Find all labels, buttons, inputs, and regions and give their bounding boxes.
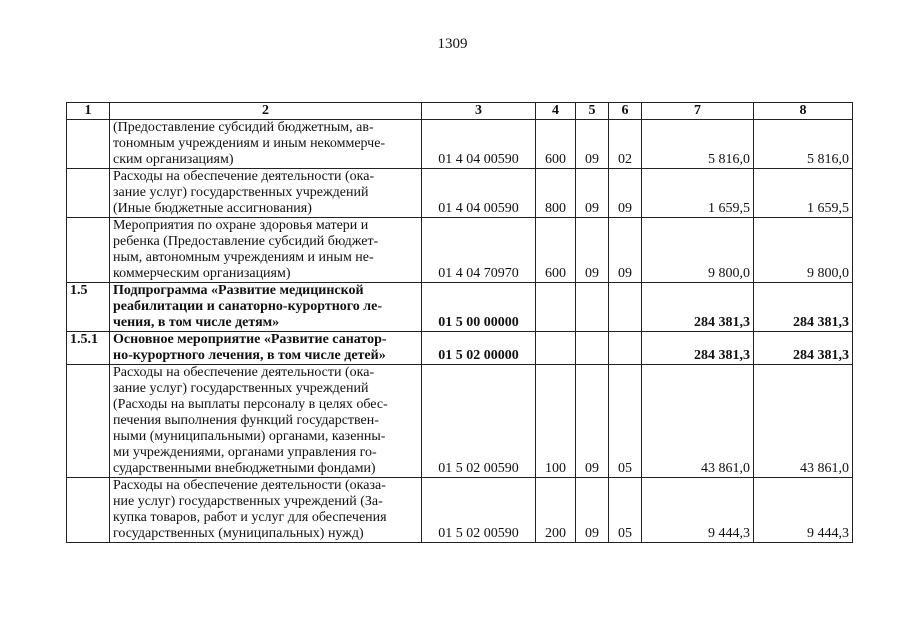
row-vr: 800 xyxy=(536,169,576,218)
budget-table xyxy=(66,102,853,543)
row-code: 01 4 04 70970 xyxy=(422,218,536,283)
row-number: 1.5.1 xyxy=(67,332,110,365)
row-rz: 09 xyxy=(576,478,609,543)
row-value-8: 1 659,5 xyxy=(754,169,853,218)
row-number xyxy=(67,218,110,283)
row-rz xyxy=(576,332,609,365)
table-row xyxy=(67,169,853,218)
row-name: Расходы на обеспечение деятельности (ока- зание услуг) государственных учреждений (Расходы на выплаты персоналу в целях обес- печения выполнения функций государствен- ными (муниципальными) органами, казенны- ми учреждениями, органами управления го- сударственными внебюджетными фондами) xyxy=(110,365,422,478)
row-value-7: 284 381,3 xyxy=(642,332,754,365)
row-number xyxy=(67,169,110,218)
row-value-7: 5 816,0 xyxy=(642,120,754,169)
row-pr: 02 xyxy=(609,120,642,169)
row-rz: 09 xyxy=(576,365,609,478)
row-name: (Предоставление субсидий бюджетным, ав- тономным учреждениям и иным некоммерче- ским организациям) xyxy=(110,120,422,169)
row-number xyxy=(67,120,110,169)
row-pr: 09 xyxy=(609,218,642,283)
header-cell: 3 xyxy=(422,103,536,120)
row-pr: 05 xyxy=(609,365,642,478)
row-code: 01 4 04 00590 xyxy=(422,169,536,218)
header-cell: 2 xyxy=(110,103,422,120)
row-code: 01 4 04 00590 xyxy=(422,120,536,169)
row-code: 01 5 02 00590 xyxy=(422,365,536,478)
row-rz: 09 xyxy=(576,218,609,283)
table-row xyxy=(67,283,853,332)
row-vr: 600 xyxy=(536,218,576,283)
table-row xyxy=(67,120,853,169)
row-number xyxy=(67,365,110,478)
row-pr xyxy=(609,332,642,365)
header-cell: 8 xyxy=(754,103,853,120)
row-number xyxy=(67,478,110,543)
row-vr xyxy=(536,332,576,365)
row-vr: 100 xyxy=(536,365,576,478)
row-value-7: 43 861,0 xyxy=(642,365,754,478)
row-code: 01 5 00 00000 xyxy=(422,283,536,332)
row-name: Основное мероприятие «Развитие санатор- но-курортного лечения, в том числе детей» xyxy=(110,332,422,365)
row-name: Расходы на обеспечение деятельности (оказа- ние услуг) государственных учреждений (За- купка товаров, работ и услуг для обеспечения государственных (муниципальных) нужд) xyxy=(110,478,422,543)
row-pr xyxy=(609,283,642,332)
row-value-8: 9 800,0 xyxy=(754,218,853,283)
row-name: Мероприятия по охране здоровья матери и ребенка (Предоставление субсидий бюджет- ным, автономным учреждениям и иным не- коммерческим организациям) xyxy=(110,218,422,283)
row-code: 01 5 02 00000 xyxy=(422,332,536,365)
row-name: Подпрограмма «Развитие медицинской реабилитации и санаторно-курортного ле- чения, в том числе детям» xyxy=(110,283,422,332)
row-value-8: 43 861,0 xyxy=(754,365,853,478)
row-value-8: 9 444,3 xyxy=(754,478,853,543)
header-cell: 5 xyxy=(576,103,609,120)
header-cell: 7 xyxy=(642,103,754,120)
row-value-7: 284 381,3 xyxy=(642,283,754,332)
header-cell: 4 xyxy=(536,103,576,120)
row-pr: 09 xyxy=(609,169,642,218)
table-row xyxy=(67,478,853,543)
row-value-8: 5 816,0 xyxy=(754,120,853,169)
table-row xyxy=(67,365,853,478)
row-vr xyxy=(536,283,576,332)
header-cell: 1 xyxy=(67,103,110,120)
header-cell: 6 xyxy=(609,103,642,120)
row-rz xyxy=(576,283,609,332)
row-name: Расходы на обеспечение деятельности (ока- зание услуг) государственных учреждений (Иные бюджетные ассигнования) xyxy=(110,169,422,218)
row-pr: 05 xyxy=(609,478,642,543)
row-code: 01 5 02 00590 xyxy=(422,478,536,543)
row-vr: 200 xyxy=(536,478,576,543)
row-value-7: 1 659,5 xyxy=(642,169,754,218)
table-row xyxy=(67,218,853,283)
table-row xyxy=(67,332,853,365)
row-rz: 09 xyxy=(576,120,609,169)
row-value-8: 284 381,3 xyxy=(754,283,853,332)
row-vr: 600 xyxy=(536,120,576,169)
row-value-7: 9 444,3 xyxy=(642,478,754,543)
row-rz: 09 xyxy=(576,169,609,218)
row-value-8: 284 381,3 xyxy=(754,332,853,365)
page-number: 1309 xyxy=(437,36,468,52)
row-value-7: 9 800,0 xyxy=(642,218,754,283)
row-number: 1.5 xyxy=(67,283,110,332)
header-row xyxy=(67,103,853,120)
